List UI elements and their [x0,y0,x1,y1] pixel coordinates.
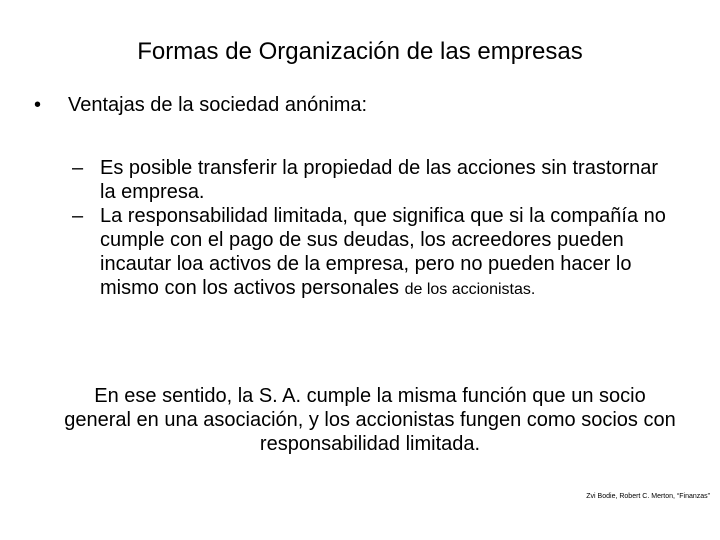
sub-bullet-text: La responsabilidad limitada, que significa que si la compañía no cumple con el pago de sus deudas, los acreedores pueden incautar loa activos de la empresa, pero no pueden hacer lo mismo con los activos personales [100,205,666,299]
main-bullet-text: Ventajas de la sociedad anónima: [68,94,368,116]
sub-bullet-item [72,156,672,204]
dash-icon: – [72,205,84,227]
slide-title: Formas de Organización de las empresas [137,38,583,65]
sub-bullet-list [72,156,672,302]
sub-bullet-tail: de los accionistas. [404,281,536,298]
sub-bullet-text: Es posible transferir la propiedad de las acciones sin trastornar la empresa. [100,157,659,203]
main-bullet [34,92,694,118]
sub-bullet-item [72,204,672,302]
bullet-icon: • [34,94,42,116]
source-citation: Zvi Bodie, Robert C. Merton, “Finanzas” [586,493,710,500]
dash-icon: – [72,157,84,179]
conclusion-text: En ese sentido, la S. A. cumple la misma función que un socio general en una asociación, y los accionistas fungen como socios con responsabilidad limitada. [64,385,676,455]
